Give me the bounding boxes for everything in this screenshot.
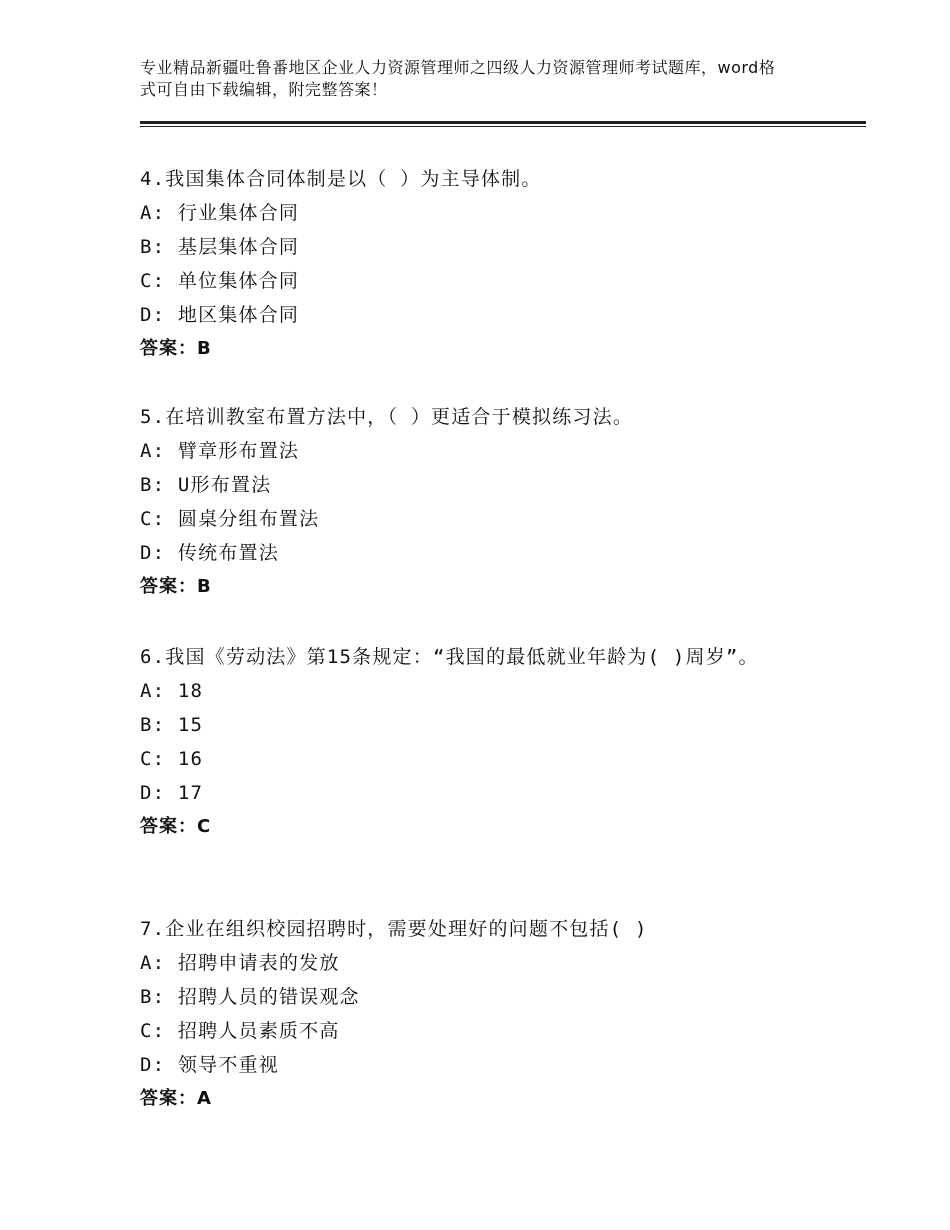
- document-header: 专业精品新疆吐鲁番地区企业人力资源管理师之四级人力资源管理师考试题库，word格式可自由下载编辑，附完整答案！: [140, 58, 776, 99]
- option-a: A: 招聘申请表的发放: [140, 952, 340, 974]
- option-d: D: 传统布置法: [140, 542, 279, 564]
- option-c: C: 招聘人员素质不高: [140, 1020, 340, 1042]
- answer-label: 答案：B: [140, 338, 212, 359]
- question-stem: 7.企业在组织校园招聘时，需要处理好的问题不包括( ): [140, 918, 648, 940]
- header-divider-thin: [140, 126, 866, 127]
- option-c: C: 16: [140, 748, 204, 770]
- header-divider-thick: [140, 121, 866, 124]
- question-stem: 5.在培训教室布置方法中，（ ）更适合于模拟练习法。: [140, 406, 634, 428]
- option-b: B: U形布置法: [140, 474, 272, 496]
- question-stem: 4.我国集体合同体制是以（ ）为主导体制。: [140, 168, 542, 190]
- option-a: A: 18: [140, 680, 204, 702]
- option-c: C: 圆桌分组布置法: [140, 508, 320, 530]
- question-7: [140, 912, 780, 1116]
- option-c: C: 单位集体合同: [140, 270, 300, 292]
- answer-label: 答案：B: [140, 576, 212, 597]
- option-a: A: 行业集体合同: [140, 202, 300, 224]
- option-d: D: 17: [140, 782, 204, 804]
- option-d: D: 地区集体合同: [140, 304, 300, 326]
- option-b: B: 招聘人员的错误观念: [140, 986, 360, 1008]
- option-b: B: 基层集体合同: [140, 236, 300, 258]
- option-d: D: 领导不重视: [140, 1054, 279, 1076]
- answer-label: 答案：A: [140, 1088, 212, 1109]
- question-5: [140, 400, 780, 604]
- option-b: B: 15: [140, 714, 204, 736]
- question-6: [140, 640, 780, 844]
- option-a: A: 臂章形布置法: [140, 440, 300, 462]
- question-4: [140, 162, 780, 366]
- question-stem: 6.我国《劳动法》第15条规定：“我国的最低就业年龄为( )周岁”。: [140, 646, 759, 668]
- answer-label: 答案：C: [140, 816, 212, 837]
